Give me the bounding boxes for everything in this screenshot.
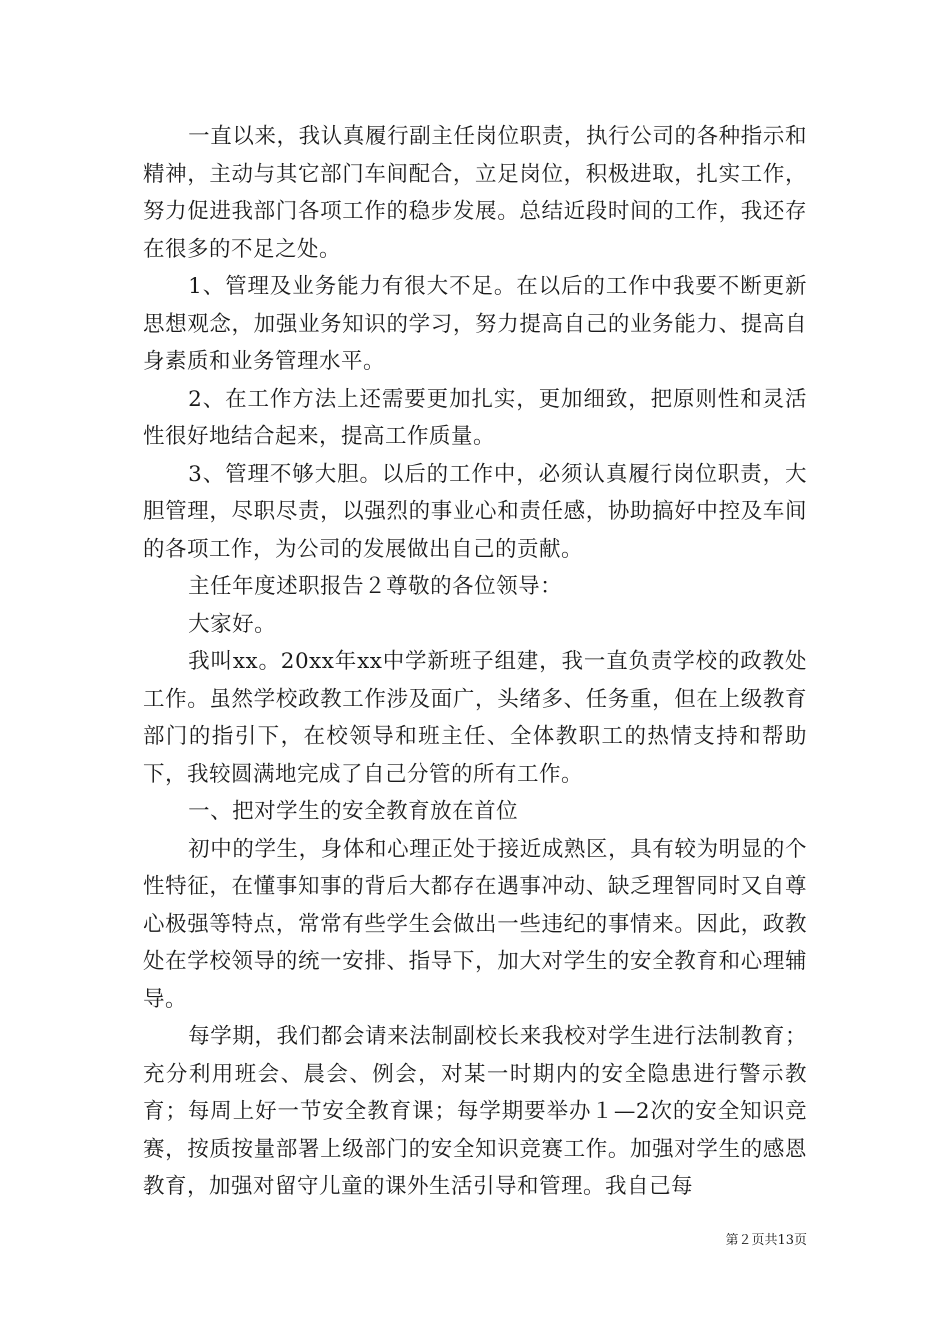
document-body xyxy=(143,118,807,1206)
paragraph-self-intro: 我叫xx。20xx年xx中学新班子组建，我一直负责学校的政教处工作。虽然学校政教工作涉及面广，头绪多、任务重，但在上级教育部门的指引下，在校领导和班主任、全体教职工的热情支持和帮助下，我较圆满地完成了自己分管的所有工作。 xyxy=(143,649,807,787)
paragraph-students: 初中的学生，身体和心理正处于接近成熟区，具有较为明显的个性特征，在懂事知事的背后大都存在遇事冲动、缺乏理智同时又自尊心极强等特点，常常有些学生会做出一些违纪的事情来。因此，政教处在学校领导的统一安排、指导下，加大对学生的安全教育和心理辅导。 xyxy=(143,836,807,1012)
paragraph-point-3: 3、管理不够大胆。以后的工作中，必须认真履行岗位职责，大胆管理，尽职尽责，以强烈的事业心和责任感，协助搞好中控及车间的各项工作，为公司的发展做出自己的贡献。 xyxy=(143,461,807,562)
paragraph-semester: 每学期，我们都会请来法制副校长来我校对学生进行法制教育；充分利用班会、晨会、例会，对某一时期内的安全隐患进行警示教育；每周上好一节安全教育课；每学期要举办１—2次的安全知识竞赛，按质按量部署上级部门的安全知识竞赛工作。加强对学生的感恩教育，加强对留守儿童的课外生活引导和管理。我自己每 xyxy=(143,1024,807,1199)
report-heading-line: 主任年度述职报告２尊敬的各位领导： xyxy=(188,574,563,599)
greeting-line: 大家好。 xyxy=(188,611,277,637)
paragraph-point-1: 1、管理及业务能力有很大不足。在以后的工作中我要不断更新思想观念，加强业务知识的学习，努力提高自己的业务能力、提高自身素质和业务管理水平。 xyxy=(143,274,807,374)
paragraph-point-2: 2、在工作方法上还需要更加扎实，更加细致，把原则性和灵活性很好地结合起来，提高工作质量。 xyxy=(143,386,807,449)
paragraph-intro: 一直以来，我认真履行副主任岗位职责，执行公司的各种指示和精神，主动与其它部门车间配合，立足岗位，积极进取，扎实工作，努力促进我部门各项工作的稳步发展。总结近段时间的工作，我还存在很多的不足之处。 xyxy=(143,124,807,262)
page-number-footer: 第２页共13页 xyxy=(725,1233,807,1248)
section-heading-safety: 一、把对学生的安全教育放在首位 xyxy=(188,799,519,824)
